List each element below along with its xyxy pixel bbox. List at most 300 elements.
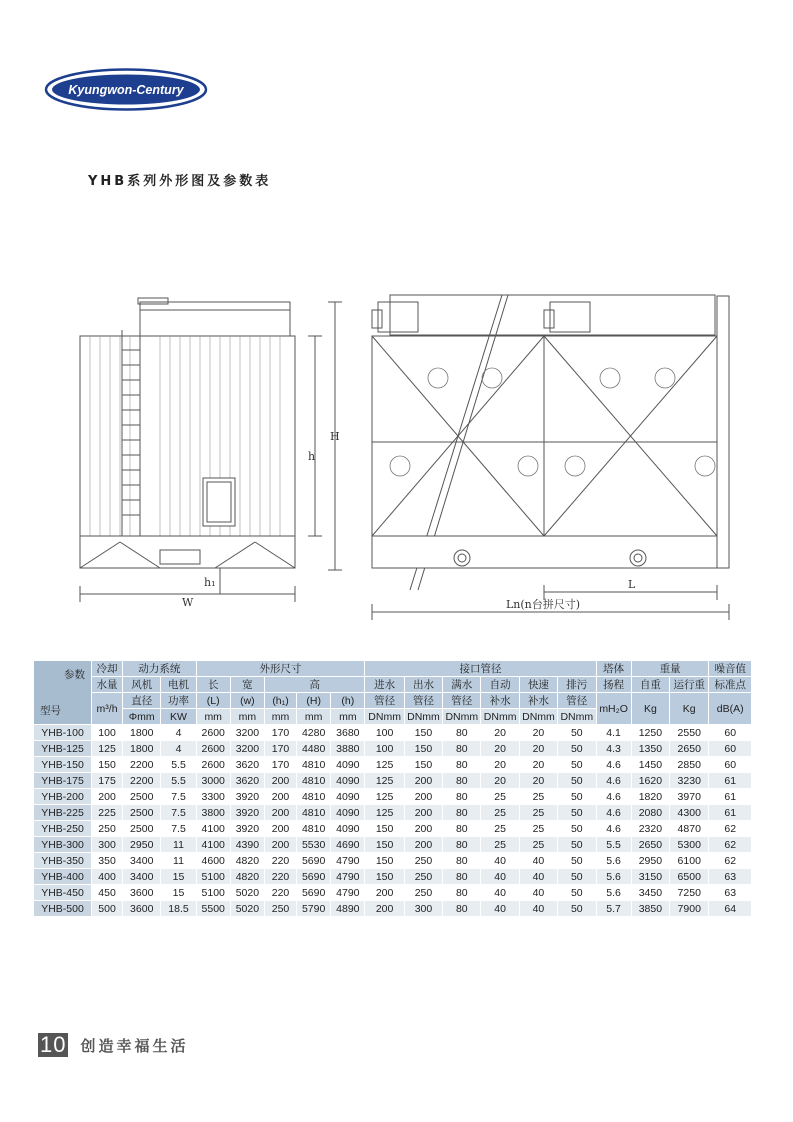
unit-H: mm [297, 709, 331, 725]
table-cell: 5500 [196, 901, 230, 917]
table-cell: 25 [481, 805, 519, 821]
table-cell: 50 [558, 805, 596, 821]
footer-slogan: 创造幸福生活 [80, 1036, 189, 1055]
table-cell: 40 [519, 853, 557, 869]
sym-h1: (h₁) [264, 693, 296, 709]
col-head: 塔体 [596, 661, 631, 677]
table-cell: 80 [443, 869, 481, 885]
table-cell: 5.6 [596, 869, 631, 885]
col-noise-std: 标准点 [709, 677, 752, 693]
col-outlet: 出水 [404, 677, 442, 693]
table-cell: 4300 [670, 805, 709, 821]
unit-drain: DNmm [558, 709, 596, 725]
table-cell: 150 [365, 853, 404, 869]
pipe-dia-overflow: 管径 [443, 693, 481, 709]
model-cell: YHB-225 [34, 805, 92, 821]
unit-head: mH₂O [596, 693, 631, 725]
dim-label-W: W [182, 596, 194, 609]
table-cell: 4280 [297, 725, 331, 741]
sym-length: (L) [196, 693, 230, 709]
table-cell: 2320 [631, 821, 669, 837]
table-cell: 2550 [670, 725, 709, 741]
table-cell: 1620 [631, 773, 669, 789]
unit-h1: mm [264, 709, 296, 725]
table-cell: 5790 [297, 901, 331, 917]
table-cell: 1250 [631, 725, 669, 741]
table-cell: 125 [365, 789, 404, 805]
table-cell: 80 [443, 805, 481, 821]
table-cell: 15 [161, 885, 196, 901]
page-number: 10 [40, 1032, 67, 1057]
table-cell: 250 [404, 853, 442, 869]
table-cell: 40 [519, 869, 557, 885]
table-cell: 80 [443, 725, 481, 741]
table-cell: 4090 [331, 789, 365, 805]
table-cell: 200 [365, 885, 404, 901]
model-cell: YHB-300 [34, 837, 92, 853]
table-cell: 2500 [123, 805, 161, 821]
model-cell: YHB-200 [34, 789, 92, 805]
unit-dry-weight: Kg [631, 693, 669, 725]
table-cell: 300 [404, 901, 442, 917]
table-cell: 5690 [297, 869, 331, 885]
table-cell: 4810 [297, 789, 331, 805]
table-cell: 3880 [331, 741, 365, 757]
page-footer [38, 1033, 189, 1057]
table-cell: 3850 [631, 901, 669, 917]
table-cell: 3620 [230, 757, 264, 773]
table-cell: 4810 [297, 757, 331, 773]
table-cell: 4.6 [596, 789, 631, 805]
table-cell: 62 [709, 821, 752, 837]
col-noise: 噪音值 [709, 661, 752, 677]
table-cell: 63 [709, 885, 752, 901]
sym-h: (h) [331, 693, 365, 709]
table-cell: 25 [519, 789, 557, 805]
unit-fan-dia: Φmm [123, 709, 161, 725]
table-cell: 50 [558, 853, 596, 869]
table-cell: 61 [709, 789, 752, 805]
table-cell: 25 [481, 789, 519, 805]
table-cell: 250 [92, 821, 123, 837]
unit-h: mm [331, 709, 365, 725]
table-cell: 50 [558, 869, 596, 885]
unit-noise: dB(A) [709, 693, 752, 725]
model-cell: YHB-400 [34, 869, 92, 885]
model-cell: YHB-150 [34, 757, 92, 773]
table-cell: 18.5 [161, 901, 196, 917]
table-cell: 60 [709, 757, 752, 773]
model-cell: YHB-125 [34, 741, 92, 757]
table-cell: 5300 [670, 837, 709, 853]
table-cell: 4480 [297, 741, 331, 757]
table-cell: 5020 [230, 885, 264, 901]
table-cell: 2200 [123, 773, 161, 789]
table-cell: 100 [365, 741, 404, 757]
table-cell: 40 [481, 885, 519, 901]
table-cell: 4.6 [596, 821, 631, 837]
table-cell: 4.6 [596, 805, 631, 821]
svg-text:Kyungwon-Century: Kyungwon-Century [68, 83, 184, 97]
table-cell: 150 [404, 757, 442, 773]
table-cell: 40 [519, 885, 557, 901]
table-cell: 40 [481, 869, 519, 885]
table-cell: 50 [558, 885, 596, 901]
table-row [34, 853, 752, 869]
table-cell: 50 [558, 789, 596, 805]
col-overflow: 满水 [443, 677, 481, 693]
col-length: 长 [196, 677, 230, 693]
table-cell: 4090 [331, 821, 365, 837]
dim-label-L: L [628, 578, 636, 591]
table-cell: 225 [92, 805, 123, 821]
table-cell: 2650 [631, 837, 669, 853]
table-cell: 200 [404, 789, 442, 805]
table-cell: 2950 [123, 837, 161, 853]
table-cell: 50 [558, 901, 596, 917]
table-cell: 80 [443, 853, 481, 869]
table-cell: 4 [161, 725, 196, 741]
table-cell: 5100 [196, 885, 230, 901]
table-cell: 1820 [631, 789, 669, 805]
table-cell: 200 [264, 773, 296, 789]
table-cell: 5.5 [161, 757, 196, 773]
table-cell: 2600 [196, 741, 230, 757]
col-dims: 外形尺寸 [196, 661, 365, 677]
table-row [34, 773, 752, 789]
table-cell: 7.5 [161, 821, 196, 837]
table-row [34, 901, 752, 917]
table-cell: 400 [92, 869, 123, 885]
table-cell: 60 [709, 725, 752, 741]
table-cell: 3920 [230, 805, 264, 821]
table-cell: 4390 [230, 837, 264, 853]
table-cell: 4810 [297, 773, 331, 789]
table-cell: 3680 [331, 725, 365, 741]
table-cell: 3400 [123, 853, 161, 869]
dim-label-H: H [330, 430, 340, 443]
table-cell: 1350 [631, 741, 669, 757]
table-cell: 20 [519, 741, 557, 757]
table-cell: 50 [558, 837, 596, 853]
table-cell: 450 [92, 885, 123, 901]
table-cell: 2500 [123, 821, 161, 837]
col-water-flow: 水量 [92, 677, 123, 693]
table-cell: 63 [709, 869, 752, 885]
table-cell: 4690 [331, 837, 365, 853]
unit-inlet: DNmm [365, 709, 404, 725]
table-cell: 3200 [230, 741, 264, 757]
table-cell: 2600 [196, 757, 230, 773]
table-cell: 25 [481, 821, 519, 837]
table-cell: 2600 [196, 725, 230, 741]
table-cell: 3400 [123, 869, 161, 885]
table-cell: 3230 [670, 773, 709, 789]
table-cell: 500 [92, 901, 123, 917]
model-cell: YHB-175 [34, 773, 92, 789]
table-cell: 60 [709, 741, 752, 757]
table-cell: 4.3 [596, 741, 631, 757]
table-row [34, 741, 752, 757]
col-fan-dia: 直径 [123, 693, 161, 709]
table-cell: 4810 [297, 805, 331, 821]
table-row [34, 789, 752, 805]
table-cell: 5.7 [596, 901, 631, 917]
unit-quick-fill: DNmm [519, 709, 557, 725]
table-cell: 2650 [670, 741, 709, 757]
model-cell: YHB-250 [34, 821, 92, 837]
table-cell: 4.6 [596, 757, 631, 773]
table-cell: 25 [519, 805, 557, 821]
table-cell: 11 [161, 837, 196, 853]
table-cell: 5690 [297, 853, 331, 869]
table-cell: 200 [264, 805, 296, 821]
table-cell: 50 [558, 773, 596, 789]
col-run-weight: 运行重 [670, 677, 709, 693]
table-cell: 7900 [670, 901, 709, 917]
table-cell: 50 [558, 757, 596, 773]
col-dry-weight: 自重 [631, 677, 669, 693]
table-cell: 4870 [670, 821, 709, 837]
table-cell: 62 [709, 837, 752, 853]
col-quick-fill: 快速 [519, 677, 557, 693]
table-cell: 200 [404, 773, 442, 789]
table-body [34, 725, 752, 917]
table-cell: 175 [92, 773, 123, 789]
parameter-table [33, 660, 752, 917]
table-cell: 4.6 [596, 773, 631, 789]
fill-auto: 补水 [481, 693, 519, 709]
table-cell: 220 [264, 885, 296, 901]
table-cell: 7250 [670, 885, 709, 901]
table-cell: 4600 [196, 853, 230, 869]
unit-overflow: DNmm [443, 709, 481, 725]
table-row [34, 837, 752, 853]
table-cell: 20 [481, 773, 519, 789]
table-cell: 40 [481, 901, 519, 917]
unit-outlet: DNmm [404, 709, 442, 725]
table-cell: 4100 [196, 837, 230, 853]
table-cell: 7.5 [161, 789, 196, 805]
table-cell: 2200 [123, 757, 161, 773]
table-row [34, 869, 752, 885]
table-cell: 4790 [331, 853, 365, 869]
table-cell: 200 [365, 901, 404, 917]
table-cell: 100 [92, 725, 123, 741]
col-weight: 重量 [631, 661, 709, 677]
unit-length: mm [196, 709, 230, 725]
model-cell: YHB-500 [34, 901, 92, 917]
table-cell: 150 [365, 869, 404, 885]
dim-label-Ln: Ln(n台拼尺寸) [506, 598, 581, 611]
table-cell: 220 [264, 869, 296, 885]
table-cell: 15 [161, 869, 196, 885]
table-cell: 11 [161, 853, 196, 869]
table-cell: 80 [443, 773, 481, 789]
table-cell: 1800 [123, 725, 161, 741]
table-cell: 5.6 [596, 853, 631, 869]
col-auto-fill: 自动 [481, 677, 519, 693]
table-cell: 25 [519, 821, 557, 837]
table-cell: 50 [558, 741, 596, 757]
table-cell: 6100 [670, 853, 709, 869]
table-cell: 2850 [670, 757, 709, 773]
table-cell: 4.1 [596, 725, 631, 741]
table-cell: 61 [709, 773, 752, 789]
table-cell: 20 [519, 757, 557, 773]
table-row [34, 885, 752, 901]
table-cell: 200 [264, 821, 296, 837]
model-cell: YHB-450 [34, 885, 92, 901]
table-cell: 125 [365, 773, 404, 789]
table-cell: 150 [365, 821, 404, 837]
table-cell: 3620 [230, 773, 264, 789]
table-cell: 1450 [631, 757, 669, 773]
dim-label-h1: h₁ [204, 576, 216, 589]
table-cell: 4790 [331, 885, 365, 901]
tower-outline-drawing [60, 290, 750, 630]
table-cell: 250 [404, 885, 442, 901]
table-cell: 5100 [196, 869, 230, 885]
col-inlet: 进水 [365, 677, 404, 693]
table-cell: 40 [481, 853, 519, 869]
table-cell: 200 [404, 821, 442, 837]
col-power-system: 动力系统 [123, 661, 197, 677]
table-cell: 125 [365, 757, 404, 773]
table-cell: 80 [443, 757, 481, 773]
table-cell: 200 [404, 837, 442, 853]
table-cell: 2080 [631, 805, 669, 821]
table-cell: 350 [92, 853, 123, 869]
table-cell: 3150 [631, 869, 669, 885]
table-cell: 61 [709, 805, 752, 821]
table-cell: 170 [264, 741, 296, 757]
table-cell: 150 [404, 725, 442, 741]
pipe-dia-outlet: 管径 [404, 693, 442, 709]
col-motor-power: 功率 [161, 693, 196, 709]
table-cell: 50 [558, 821, 596, 837]
table-cell: 3800 [196, 805, 230, 821]
table-cell: 170 [264, 757, 296, 773]
table-cell: 170 [264, 725, 296, 741]
table-cell: 4820 [230, 853, 264, 869]
table-cell: 3300 [196, 789, 230, 805]
col-pipes: 接口管径 [365, 661, 596, 677]
table-cell: 4890 [331, 901, 365, 917]
table-row [34, 725, 752, 741]
col-drain: 排污 [558, 677, 596, 693]
table-cell: 80 [443, 741, 481, 757]
table-cell: 5020 [230, 901, 264, 917]
table-cell: 4810 [297, 821, 331, 837]
pipe-dia-drain: 管径 [558, 693, 596, 709]
table-cell: 200 [92, 789, 123, 805]
table-cell: 250 [264, 901, 296, 917]
section-title: YHB系列外形图及参数表 [88, 174, 272, 189]
fill-quick: 补水 [519, 693, 557, 709]
pipe-dia-inlet: 管径 [365, 693, 404, 709]
table-cell: 300 [92, 837, 123, 853]
unit-auto-fill: DNmm [481, 709, 519, 725]
table-cell: 100 [365, 725, 404, 741]
table-cell: 3600 [123, 885, 161, 901]
table-cell: 5.6 [596, 885, 631, 901]
table-cell: 1800 [123, 741, 161, 757]
table-cell: 4820 [230, 869, 264, 885]
table-cell: 250 [404, 869, 442, 885]
table-corner-header: 参数 型号 [34, 661, 92, 725]
unit-motor: KW [161, 709, 196, 725]
brand-logo [44, 67, 208, 112]
table-cell: 5.5 [596, 837, 631, 853]
col-fan: 风机 [123, 677, 161, 693]
table-cell: 200 [264, 789, 296, 805]
table-cell: 3000 [196, 773, 230, 789]
col-cooling: 冷却 [92, 661, 123, 677]
col-head2: 扬程 [596, 677, 631, 693]
table-row [34, 821, 752, 837]
table-cell: 4090 [331, 805, 365, 821]
table-cell: 80 [443, 821, 481, 837]
table-cell: 2950 [631, 853, 669, 869]
table-cell: 20 [519, 725, 557, 741]
table-cell: 80 [443, 789, 481, 805]
table-cell: 25 [481, 837, 519, 853]
table-cell: 80 [443, 885, 481, 901]
table-cell: 150 [404, 741, 442, 757]
table-cell: 4790 [331, 869, 365, 885]
col-width: 宽 [230, 677, 264, 693]
table-cell: 125 [365, 805, 404, 821]
table-cell: 80 [443, 901, 481, 917]
table-cell: 150 [365, 837, 404, 853]
table-cell: 25 [519, 837, 557, 853]
table-cell: 4090 [331, 757, 365, 773]
table-cell: 200 [404, 805, 442, 821]
sym-width: (w) [230, 693, 264, 709]
table-cell: 220 [264, 853, 296, 869]
table-cell: 5.5 [161, 773, 196, 789]
table-cell: 20 [481, 741, 519, 757]
table-cell: 6500 [670, 869, 709, 885]
table-row [34, 757, 752, 773]
table-cell: 20 [481, 725, 519, 741]
table-cell: 20 [519, 773, 557, 789]
table-cell: 7.5 [161, 805, 196, 821]
table-cell: 64 [709, 901, 752, 917]
unit-width: mm [230, 709, 264, 725]
table-cell: 200 [264, 837, 296, 853]
table-cell: 3600 [123, 901, 161, 917]
table-cell: 2500 [123, 789, 161, 805]
table-cell: 80 [443, 837, 481, 853]
table-cell: 3450 [631, 885, 669, 901]
sym-H: (H) [297, 693, 331, 709]
table-cell: 150 [92, 757, 123, 773]
table-cell: 4100 [196, 821, 230, 837]
table-cell: 125 [92, 741, 123, 757]
table-cell: 62 [709, 853, 752, 869]
table-cell: 3970 [670, 789, 709, 805]
unit-water-flow: m³/h [92, 693, 123, 725]
table-row [34, 805, 752, 821]
table-cell: 4 [161, 741, 196, 757]
table-cell: 20 [481, 757, 519, 773]
table-cell: 40 [519, 901, 557, 917]
table-cell: 3920 [230, 821, 264, 837]
table-cell: 5530 [297, 837, 331, 853]
model-cell: YHB-350 [34, 853, 92, 869]
